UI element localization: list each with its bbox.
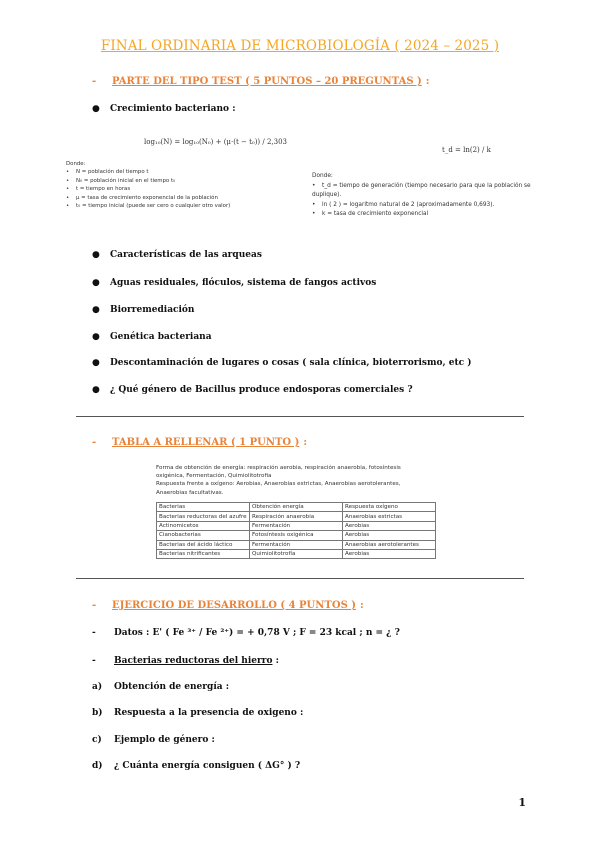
topic-colon: :	[275, 656, 279, 666]
table-cell: Respiración anaerobia	[250, 512, 343, 521]
bullet-item	[92, 358, 472, 368]
section-table-heading	[92, 437, 307, 448]
definition-item	[66, 194, 306, 202]
topic-text: Descontaminación de lugares o cosas ( sala clínica, bioterrorismo, etc )	[110, 358, 472, 368]
definition-item	[312, 210, 542, 220]
table-cell: Anaerobias estrictas	[343, 512, 436, 521]
table-cell: Bacterias reductoras del azufre	[157, 512, 250, 521]
intro-line: Anaerobias facultativas.	[156, 489, 224, 496]
bullet-dot-icon: ●	[92, 332, 100, 342]
bullet-dot-icon: •	[66, 177, 70, 184]
formula-log-growth: log₁₀(N) = log₁₀(N₀) + (μ·(t − t₀)) / 2,303	[144, 138, 287, 146]
section-exercise-heading	[92, 600, 364, 611]
right-definitions-heading: Donde:	[312, 173, 333, 179]
section-test-title: PARTE DEL TIPO TEST ( 5 PUNTOS – 20 PREGUNTAS )	[112, 76, 422, 87]
question-item	[92, 682, 229, 692]
dash-marker: -	[92, 656, 96, 666]
question-marker: b)	[92, 708, 103, 718]
divider	[76, 578, 524, 579]
definition-text: t = tiempo en horas	[76, 186, 131, 193]
definition-text: ln ( 2 ) = logaritmo natural de 2 (aproximadamente 0,693).	[322, 201, 495, 208]
section-dash: -	[92, 76, 97, 87]
bullet-item	[92, 385, 413, 395]
bullet-dot-icon: ●	[92, 278, 100, 288]
definition-text: μ = tasa de crecimiento exponencial de la población	[76, 194, 218, 201]
topic-text: Genética bacteriana	[110, 332, 212, 342]
table-cell: Cianobacterias	[157, 531, 250, 540]
bullet-item	[92, 332, 212, 342]
table-cell: Fermentación	[250, 540, 343, 549]
question-text: ¿ Cuánta energía consiguen ( ΔG° ) ?	[114, 761, 301, 771]
table-intro	[156, 464, 456, 497]
topic-iron-bacteria: Bacterias reductoras del hierro	[114, 656, 273, 666]
section-table-title: TABLA A RELLENAR ( 1 PUNTO )	[112, 437, 300, 448]
topic-text: Biorremediación	[110, 305, 195, 315]
right-definitions	[312, 172, 542, 220]
dash-marker: -	[92, 628, 96, 638]
section-exercise-title: EJERCICIO DE DESARROLLO ( 4 PUNTOS )	[112, 600, 357, 611]
section-dash: -	[92, 600, 97, 611]
intro-line: oxigénica, Fermentación, Quimiolitotrofia	[156, 473, 272, 480]
table-cell: Aerobias	[343, 521, 436, 530]
bullet-dot-icon: ●	[92, 385, 100, 395]
table-cell: Aerobias	[343, 549, 436, 558]
table-cell: Bacterias	[157, 503, 250, 512]
table-row	[157, 549, 436, 558]
table-row	[157, 521, 436, 530]
bullet-dot-icon: ●	[92, 104, 100, 114]
definition-item	[66, 202, 306, 210]
question-text: Respuesta a la presencia de oxigeno :	[114, 708, 304, 718]
bullet-dot-icon: ●	[92, 358, 100, 368]
table-cell: Quimiolitotrofía	[250, 549, 343, 558]
question-marker: d)	[92, 761, 103, 771]
bullet-item	[92, 250, 262, 260]
topic-line	[92, 656, 279, 666]
left-definitions-heading: Donde:	[66, 161, 86, 167]
definition-item	[66, 185, 306, 193]
formula-generation-time: t_d = ln(2) / k	[442, 146, 491, 154]
definition-text: t₀ = tiempo inicial (puede ser cero o cualquier otro valor)	[76, 203, 231, 210]
definition-text: k = tasa de crecimiento exponencial	[322, 211, 429, 217]
bullet-dot-icon: ●	[92, 305, 100, 315]
energy-oxygen-table	[156, 502, 436, 559]
intro-line: Respuesta frente a oxígeno: Aerobias, Anaerobias estrictas, Anaerobias aerotolerantes,	[156, 481, 401, 488]
bullet-dot-icon: ●	[92, 250, 100, 260]
section-colon: :	[303, 437, 308, 448]
definition-item	[312, 201, 542, 211]
bullet-dot-icon: •	[312, 211, 316, 217]
left-definitions	[66, 160, 306, 210]
definition-text: N = población del tiempo t	[76, 169, 149, 176]
bullet-dot-icon: •	[312, 182, 316, 189]
table-cell: Fermentación	[250, 521, 343, 530]
section-test-heading	[92, 76, 430, 87]
question-marker: a)	[92, 682, 103, 692]
bullet-dot-icon: •	[66, 203, 70, 210]
table-cell: Bacterias del ácido láctico	[157, 540, 250, 549]
table-cell: Aerobias	[343, 531, 436, 540]
bullet-item	[92, 305, 194, 315]
page-number: 1	[518, 796, 526, 809]
bullet-dot-icon: •	[66, 194, 70, 201]
definition-text: N₀ = población inicial en el tiempo t₀	[76, 177, 176, 184]
question-item	[92, 708, 303, 718]
question-text: Ejemplo de género :	[114, 735, 215, 745]
table-cell: Obtención energía	[250, 503, 343, 512]
table-row	[157, 512, 436, 521]
table-row	[157, 531, 436, 540]
intro-line: Forma de obtención de energía: respiración aerobia, respiración anaerobia, fotosíntesis	[156, 465, 401, 471]
definition-item	[312, 182, 542, 201]
section-dash: -	[92, 437, 97, 448]
section-colon: :	[425, 76, 430, 87]
topic-text: Aguas residuales, flóculos, sistema de fangos activos	[110, 278, 377, 288]
data-text: Datos : E' ( Fe ³⁺ / Fe ²⁺) = + 0,78 V ; F = 23 kcal ; n = ¿ ?	[114, 628, 400, 638]
topic-text: ¿ Qué género de Bacillus produce endosporas comerciales ?	[110, 385, 413, 395]
table-cell: Respuesta oxígeno	[343, 503, 436, 512]
definition-text: t_d = tiempo de generación (tiempo necesario para que la población se duplique).	[312, 182, 531, 198]
table-cell: Bacterias nitrificantes	[157, 549, 250, 558]
bullet-dot-icon: •	[66, 169, 70, 176]
question-item	[92, 761, 300, 771]
topic-text: Características de las arqueas	[110, 250, 262, 260]
bullet-item	[92, 278, 376, 288]
topic-growth: Crecimiento bacteriano :	[110, 104, 236, 114]
question-marker: c)	[92, 735, 102, 745]
table-row	[157, 540, 436, 549]
divider	[76, 416, 524, 417]
table-cell: Actinomicetos	[157, 521, 250, 530]
question-text: Obtención de energía :	[114, 682, 230, 692]
definition-item	[66, 177, 306, 185]
table-row	[157, 503, 436, 512]
bullet-dot-icon: •	[312, 201, 316, 208]
question-item	[92, 735, 215, 745]
data-line	[92, 628, 400, 638]
bullet-dot-icon: •	[66, 186, 70, 193]
page-title: FINAL ORDINARIA DE MICROBIOLOGÍA ( 2024 – 2025 )	[100, 38, 500, 54]
definition-item	[66, 168, 306, 176]
table-cell: Anaerobias aerotolerantes	[343, 540, 436, 549]
bullet-item	[92, 104, 236, 114]
section-colon: :	[360, 600, 364, 611]
table-cell: Fotosíntesis oxigénica	[250, 531, 343, 540]
